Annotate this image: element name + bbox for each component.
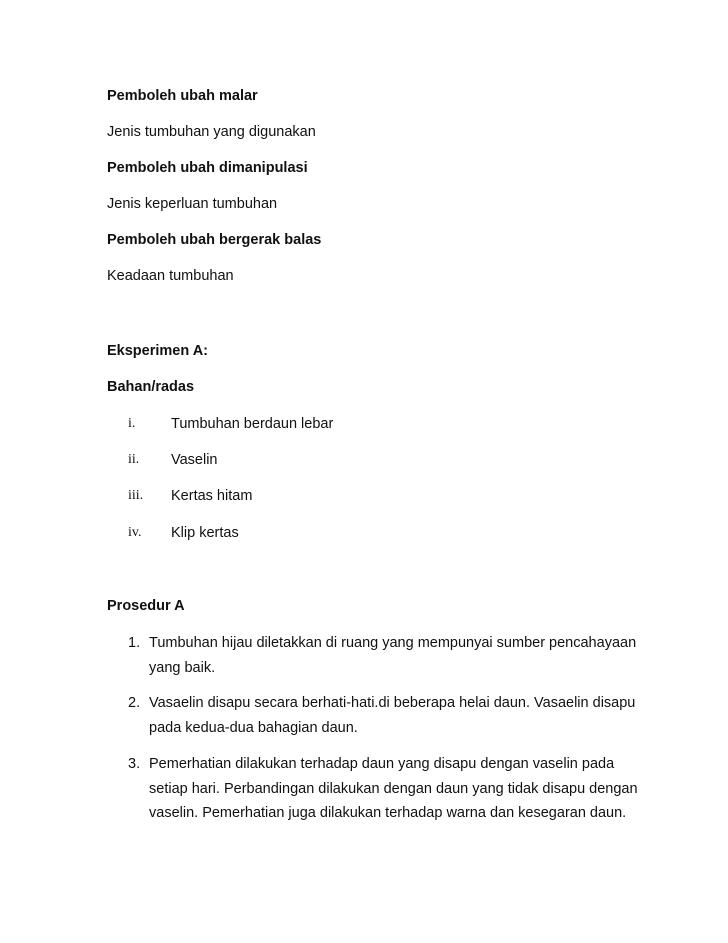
list-item-number: iii. — [128, 488, 144, 503]
list-item — [0, 415, 728, 433]
list-item — [0, 451, 728, 469]
list-item — [0, 487, 728, 505]
procedure-step-number: 2. — [128, 695, 141, 711]
list-item-number: iv. — [128, 525, 142, 540]
list-item-text: Kertas hitam — [171, 488, 253, 504]
responding-variable-label: Pemboleh ubah bergerak balas — [107, 232, 322, 248]
procedure-step-text: Tumbuhan hijau diletakkan di ruang yang mempunyai sumber pencahayaan yang baik. — [149, 635, 637, 676]
manipulated-variable-label: Pemboleh ubah dimanipulasi — [107, 160, 308, 176]
list-item-text: Klip kertas — [171, 525, 239, 541]
responding-variable-value: Keadaan tumbuhan — [107, 268, 234, 284]
procedure-step-text: Pemerhatian dilakukan terhadap daun yang disapu dengan vaselin pada setiap hari. Perbandingan dilakukan dengan daun yang tidak disapu dengan vaselin. Pemerhatian juga dilakukan terhadap warna dan kesegaran daun. — [149, 756, 638, 821]
procedure-heading: Prosedur A — [107, 598, 185, 614]
materials-heading: Bahan/radas — [107, 379, 195, 395]
list-item — [0, 524, 728, 542]
procedure-step-text: Vasaelin disapu secara berhati-hati.di beberapa helai daun. Vasaelin disapu pada kedua-dua bahagian daun. — [149, 695, 636, 736]
procedure-step-number: 1. — [128, 635, 141, 651]
constant-variable-value: Jenis tumbuhan yang digunakan — [107, 124, 316, 140]
constant-variable-label: Pemboleh ubah malar — [107, 88, 258, 104]
manipulated-variable-value: Jenis keperluan tumbuhan — [107, 196, 278, 212]
list-item-text: Vaselin — [171, 452, 218, 468]
list-item-number: ii. — [128, 452, 140, 467]
experiment-title: Eksperimen A: — [107, 343, 208, 359]
procedure-step-number: 3. — [128, 756, 141, 772]
list-item-number: i. — [128, 416, 136, 431]
list-item-text: Tumbuhan berdaun lebar — [171, 416, 334, 432]
